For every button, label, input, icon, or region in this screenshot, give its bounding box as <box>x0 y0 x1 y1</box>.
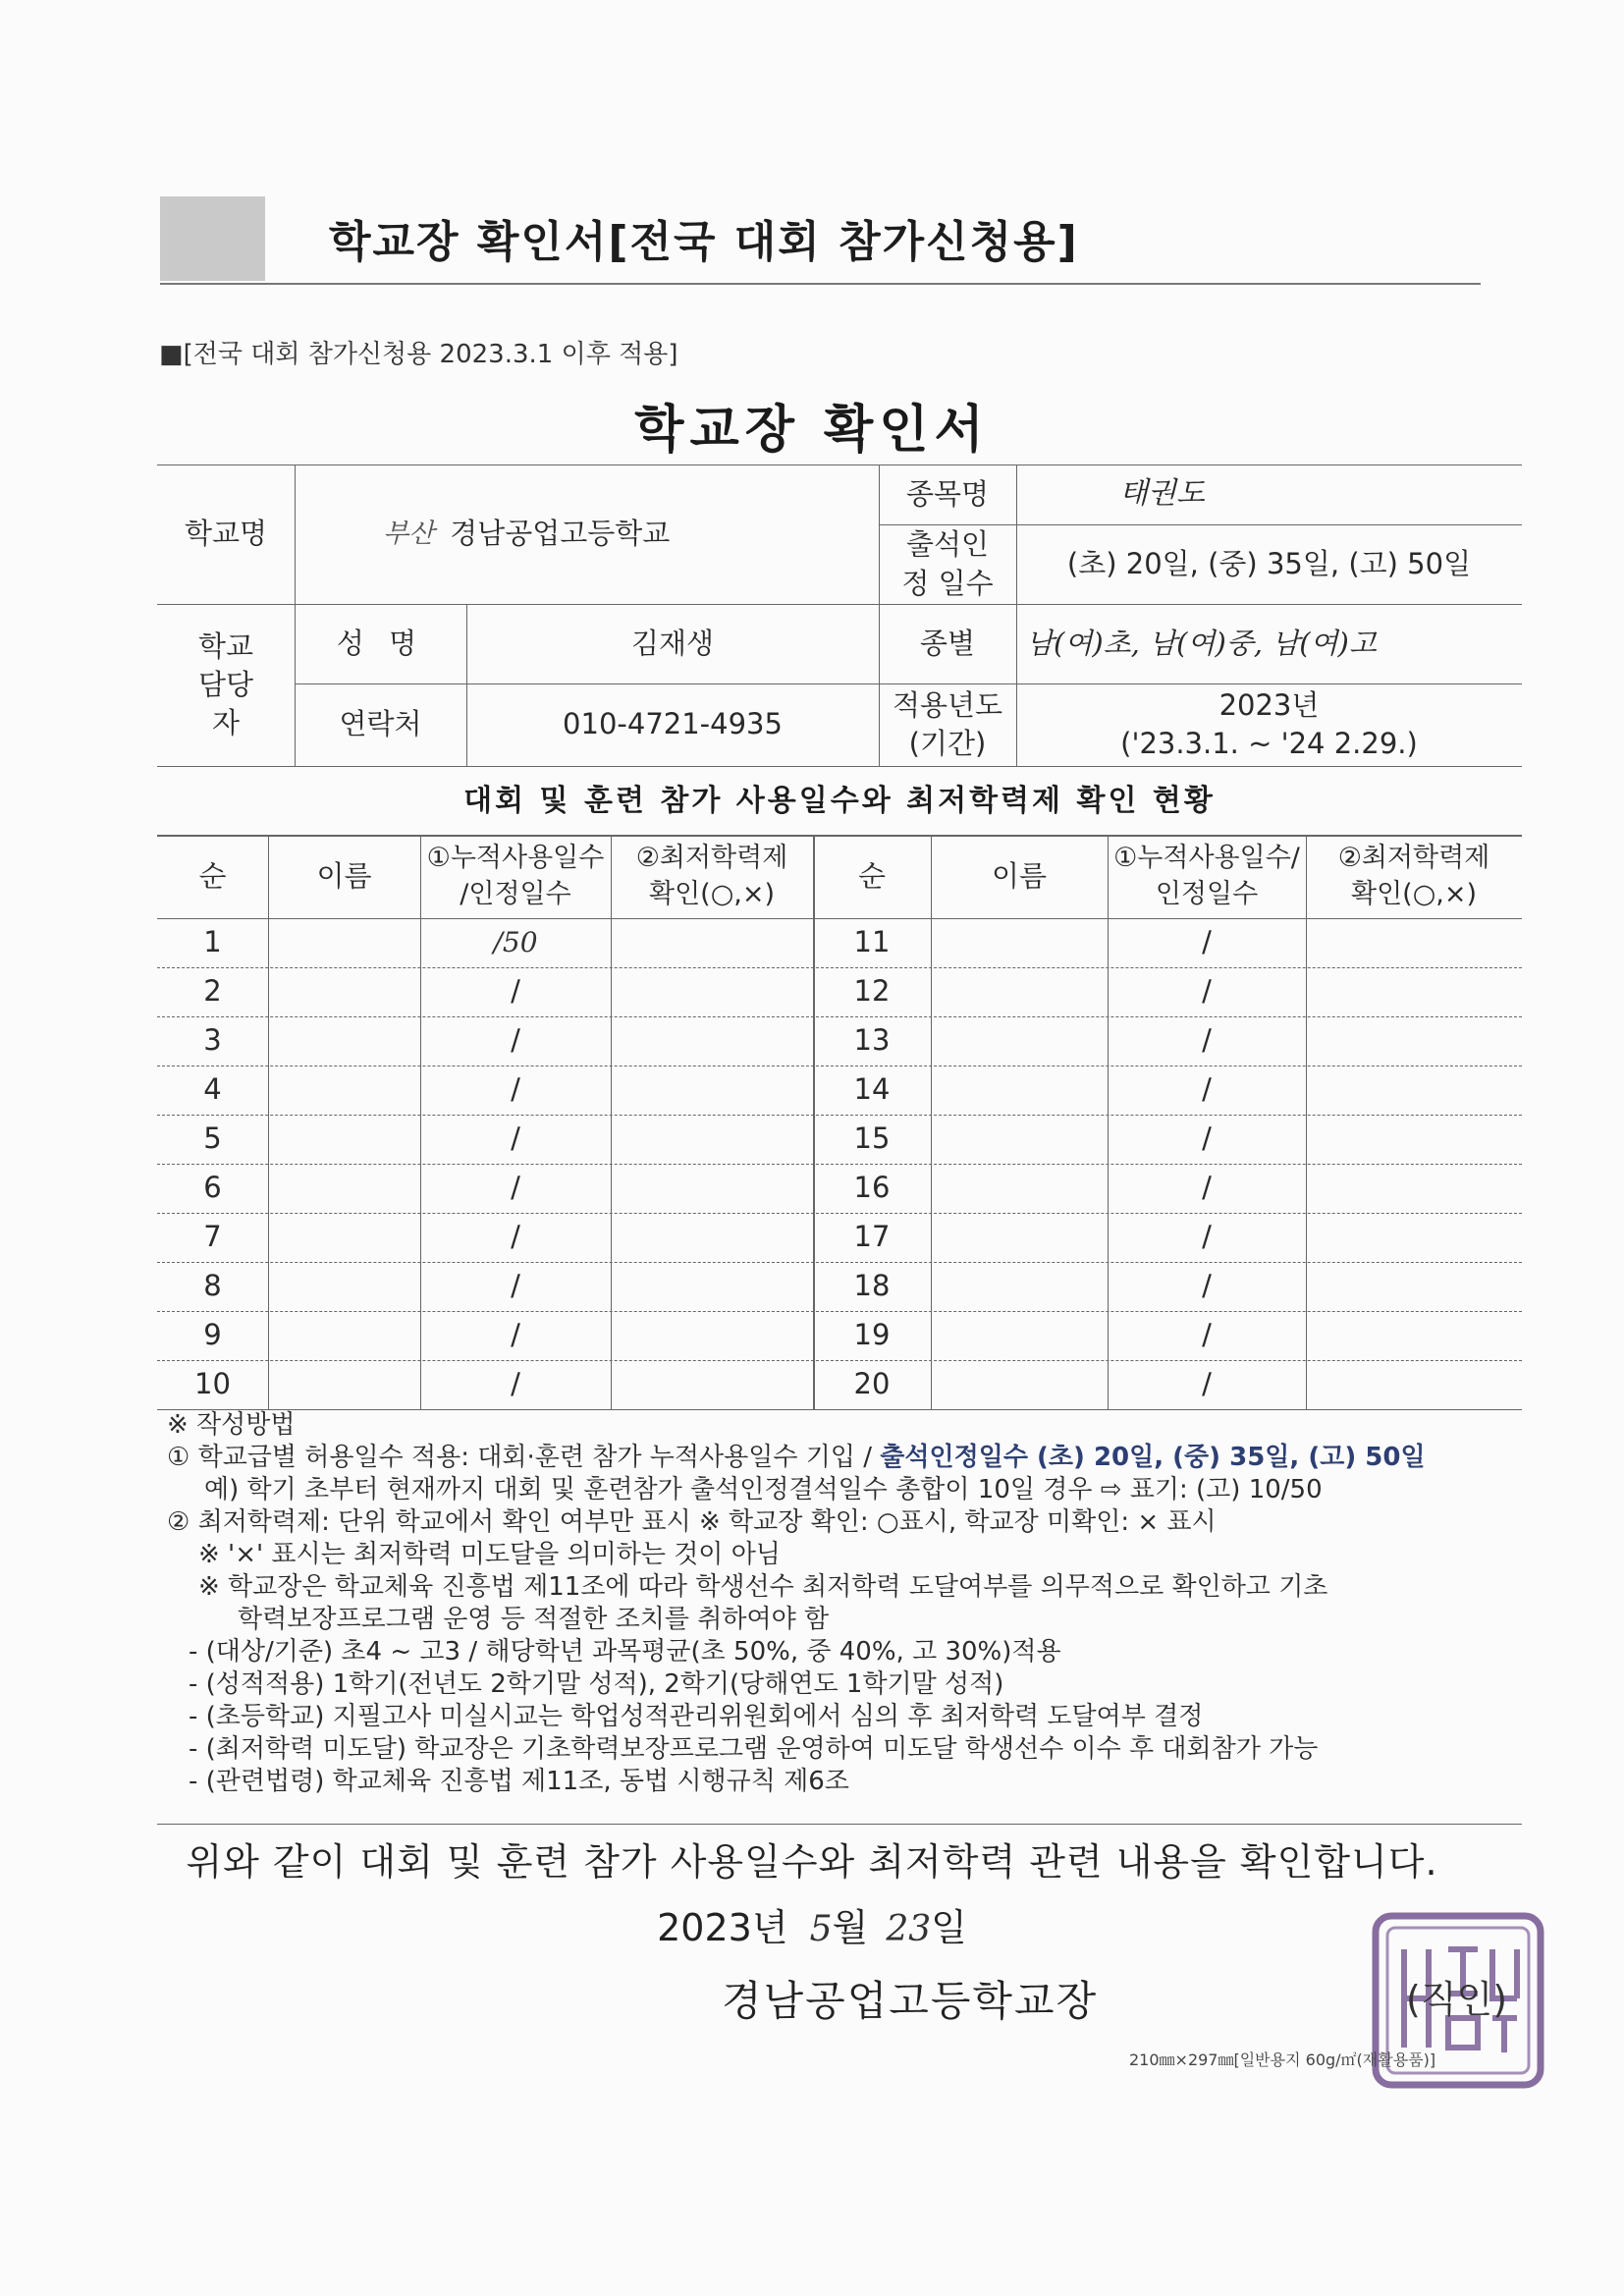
school-name-cell <box>295 465 879 604</box>
table-row-days: / <box>1202 1367 1212 1401</box>
table-row-days: / <box>1202 925 1212 959</box>
instruction-1 <box>167 1442 1542 1474</box>
date-month-unit: 월 <box>832 1906 869 1949</box>
main-title: 학교장 확인서 <box>634 401 990 460</box>
table-row-days: / <box>511 1318 520 1352</box>
table-row-days: / <box>1202 1121 1212 1156</box>
instruction-below-minimum: - (최저학력 미도달) 학교장은 기초학력보장프로그램 운영하여 미도달 학생선수 이수 후 대회참가 가능 <box>189 1734 1319 1764</box>
date-year: 2023년 <box>657 1906 788 1949</box>
year-value: 2023년 <box>1218 687 1320 722</box>
col-header-check-right-line1: ②최저학력제 <box>1337 843 1490 874</box>
table-row-days: / <box>1202 1072 1212 1107</box>
table-row-days: / <box>1202 1220 1212 1254</box>
table-row-no: 15 <box>853 1121 891 1156</box>
col-header-days-left-line1: ①누적사용일수 <box>426 843 605 874</box>
table-row-days: / <box>1202 1171 1212 1205</box>
paper-spec: 210㎜×297㎜[일반용지 60g/㎡(재활용품)] <box>1129 2050 1436 2069</box>
instruction-2-note: ※ '×' 표시는 최저학력 미도달을 의미하는 것이 아님 <box>198 1540 781 1569</box>
instruction-1-highlight: 출석인정일수 (초) 20일, (중) 35일, (고) 50일 <box>880 1443 1426 1472</box>
instruction-2-law-note-cont: 학력보장프로그램 운영 등 적절한 조치를 취하여야 함 <box>238 1605 830 1634</box>
table-row-no: 9 <box>203 1318 222 1352</box>
col-header-days-right <box>1108 835 1306 918</box>
date-month: 5 <box>809 1909 833 1949</box>
sport-value: 태권도 <box>1119 476 1205 512</box>
table-row-no: 2 <box>203 974 222 1009</box>
attendance-label: 출석인정 일수 <box>901 527 994 600</box>
principal-name: 경남공업고등학교장 <box>722 1977 1099 2025</box>
col-header-check-right-line2: 확인(○,×) <box>1351 878 1477 909</box>
table-row-days: / <box>511 974 520 1009</box>
col-header-days-left <box>420 835 611 918</box>
table-row-no: 16 <box>853 1171 891 1205</box>
name-label: 성 명 <box>336 626 425 660</box>
manager-label: 학교 담당자 <box>197 629 254 740</box>
table-row-no: 10 <box>194 1367 231 1401</box>
instruction-2: ② 최저학력제: 단위 학교에서 확인 여부만 표시 ※ 학교장 확인: ○표시, 학교장 미확인: × 표시 <box>167 1507 1217 1537</box>
table-row-no: 17 <box>853 1220 891 1254</box>
table-row-no: 11 <box>853 925 891 959</box>
document-header-title: 학교장 확인서[전국 대회 참가신청용] <box>329 217 1079 267</box>
col-header-check-right <box>1306 835 1522 918</box>
instruction-2-law-note: ※ 학교장은 학교체육 진흥법 제11조에 따라 학생선수 최저학력 도달여부를 의무적으로 확인하고 기초 <box>198 1572 1328 1602</box>
table-row-days: / <box>511 1171 520 1205</box>
col-header-name-right: 이름 <box>991 858 1048 893</box>
table-row-days: / <box>511 1072 520 1107</box>
notes-rule <box>157 1824 1522 1825</box>
table-row-days-value: /50 <box>493 926 538 959</box>
table-row-days: / <box>511 1023 520 1058</box>
col-header-check-left-line1: ②최저학력제 <box>635 843 788 874</box>
instruction-target: - (대상/기준) 초4 ~ 고3 / 해당학년 과목평균(초 50%, 중 40%, 고 30%)적용 <box>189 1637 1061 1667</box>
school-name-value: 경남공업고등학교 <box>450 517 671 551</box>
table-row-no: 4 <box>203 1072 222 1107</box>
year-cell <box>1016 683 1522 766</box>
table-row-days <box>420 918 611 967</box>
category-label: 종별 <box>919 626 976 660</box>
col-header-check-left-line2: 확인(○,×) <box>649 878 775 909</box>
table-row-no: 13 <box>853 1023 891 1058</box>
contact-label: 연락처 <box>339 707 422 741</box>
date-day-unit: 일 <box>931 1906 967 1949</box>
table-row-no: 8 <box>203 1269 222 1303</box>
table-row-no: 3 <box>203 1023 222 1058</box>
col-header-days-left-line2: /인정일수 <box>460 878 571 909</box>
col-header-name-left: 이름 <box>316 858 372 893</box>
table-row-days: / <box>1202 1318 1212 1352</box>
instruction-related-law: - (관련법령) 학교체육 진흥법 제11조, 동법 시행규칙 제6조 <box>189 1767 849 1796</box>
col-header-no-right: 순 <box>857 858 886 893</box>
table-row-no: 14 <box>853 1072 891 1107</box>
header-gray-box <box>160 196 265 281</box>
table-row-no: 6 <box>203 1171 222 1205</box>
table-row-no: 1 <box>203 925 222 959</box>
col-header-days-right-line2: 인정일수 <box>1155 878 1259 909</box>
attendance-value: (초) 20일, (중) 35일, (고) 50일 <box>1066 546 1472 580</box>
col-header-check-left <box>611 835 813 918</box>
table-row-no: 5 <box>203 1121 222 1156</box>
table-row-no: 7 <box>203 1220 222 1254</box>
table-row-no: 18 <box>853 1269 891 1303</box>
header-rule <box>160 283 1481 285</box>
instructions-heading: ※ 작성방법 <box>167 1410 296 1440</box>
col-header-no-left: 순 <box>198 858 227 893</box>
instruction-1-example: 예) 학기 초부터 현재까지 대회 및 훈련참가 출석인정결석일수 총합이 10일 경우 ⇨ 표기: (고) 10/50 <box>204 1475 1323 1504</box>
date-day: 23 <box>886 1909 932 1949</box>
instruction-elementary: - (초등학교) 지필고사 미실시교는 학업성적관리위원회에서 심의 후 최저학력 도달여부 결정 <box>189 1702 1204 1731</box>
table-row-no: 12 <box>853 974 891 1009</box>
table-row-days: / <box>1202 1269 1212 1303</box>
contact-value: 010-4721-4935 <box>563 707 783 741</box>
instruction-grades: - (성적적용) 1학기(전년도 2학기말 성적), 2학기(당해연도 1학기말 성적) <box>189 1669 1004 1699</box>
school-name-label: 학교명 <box>184 517 268 551</box>
table-row-no: 19 <box>853 1318 891 1352</box>
seal-label: (직인) <box>1406 1978 1508 2021</box>
name-value: 김재생 <box>630 626 715 660</box>
school-handwritten-region: 부산 <box>383 518 435 549</box>
table-row-days: / <box>511 1121 520 1156</box>
table-row-days: / <box>511 1220 520 1254</box>
section-title: 대회 및 훈련 참가 사용일수와 최저학력제 확인 현황 <box>463 784 1216 818</box>
instruction-1-text: ① 학교급별 허용일수 적용: 대회·훈련 참가 누적사용일수 기입 / <box>167 1443 881 1472</box>
table-row-no: 20 <box>853 1367 891 1401</box>
instructions <box>167 1409 1542 1798</box>
table-row-days: / <box>511 1269 520 1303</box>
category-value: 남(여)초, 남(여)중, 남(여)고 <box>1026 626 1377 660</box>
sport-label: 종목명 <box>905 476 990 511</box>
col-header-days-right-line1: ①누적사용일수/ <box>1113 843 1300 874</box>
year-label: 적용년도 (기간) <box>892 687 1003 760</box>
table-row-days: / <box>1202 1023 1212 1058</box>
confirmation-statement: 위와 같이 대회 및 훈련 참가 사용일수와 최저학력 관련 내용을 확인합니다. <box>186 1840 1438 1884</box>
form-sub-label: ■[전국 대회 참가신청용 2023.3.1 이후 적용] <box>159 340 678 369</box>
table-row-days: / <box>1202 974 1212 1009</box>
table-row-days: / <box>511 1367 520 1401</box>
period-value: ('23.3.1. ~ '24 2.29.) <box>1120 727 1418 760</box>
